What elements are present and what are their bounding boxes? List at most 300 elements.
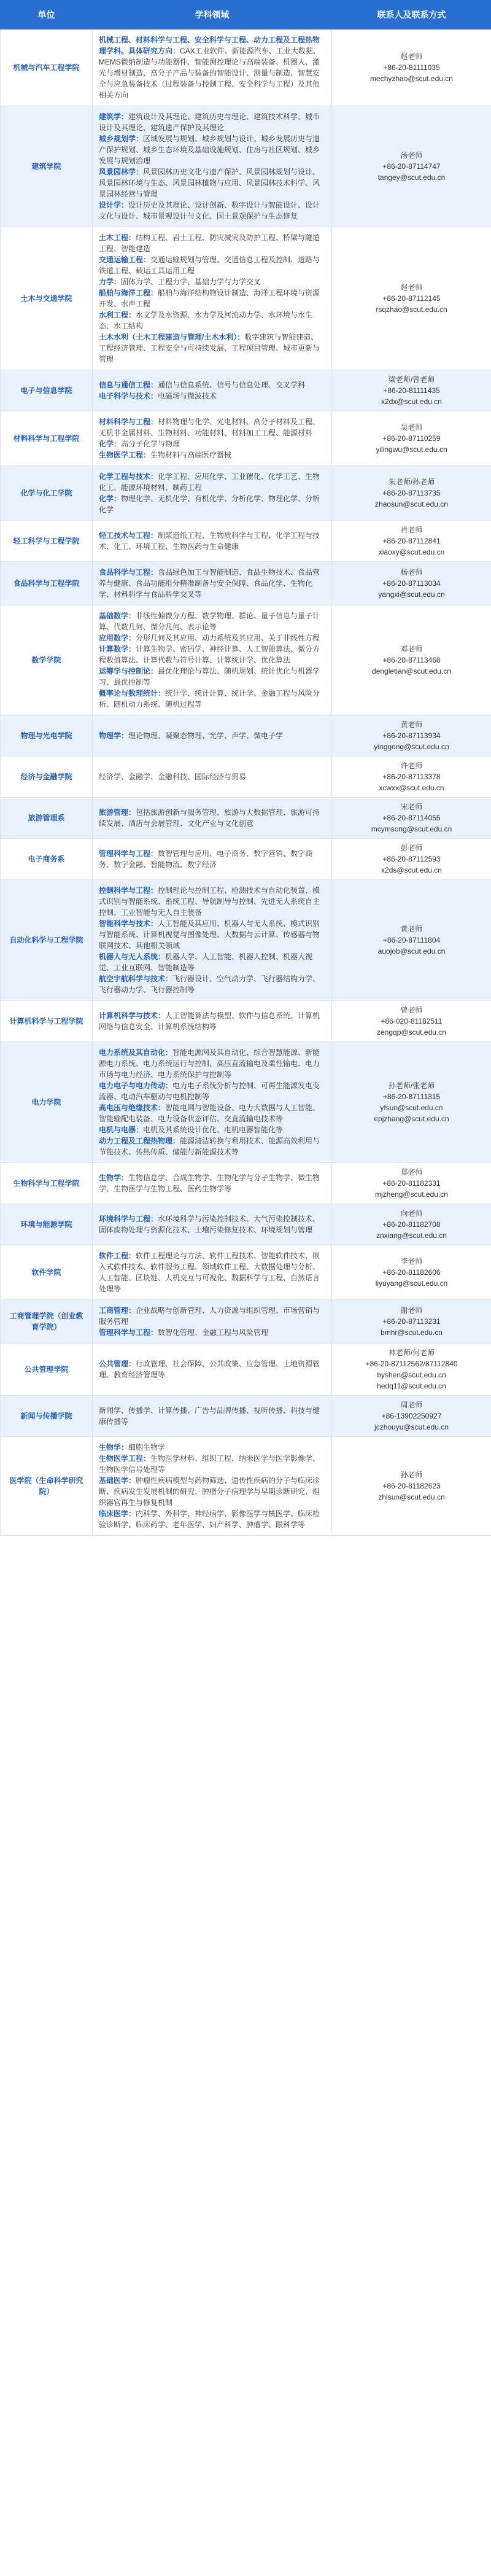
contact-email[interactable]: byshen@scut.edu.cn	[377, 1371, 446, 1379]
field-cell	[93, 1245, 332, 1300]
table-row	[1, 757, 491, 798]
unit-cell: 旅游管理系	[1, 798, 93, 839]
header-field: 学科领域	[93, 1, 332, 29]
contact-cell	[332, 1042, 491, 1163]
field-desc: 肿瘤性疾病模型与药物筛选、遗传性疾病的分子与临床诊断、疾病发生发展机制的研究、肿瘤分子病理学与早期诊断研究、组织器官再生与修复机制	[99, 1476, 320, 1507]
contact-email[interactable]: yfsun@scut.edu.cn	[380, 1103, 443, 1112]
unit-cell: 环境与能源学院	[1, 1204, 93, 1245]
contact-email[interactable]: mcymsong@scut.edu.cn	[371, 825, 452, 833]
contact-email[interactable]: zhlsun@scut.edu.cn	[378, 1493, 445, 1501]
field-entry: 高电压与绝缘技术：智能电网与智能设备、电力大数据与人工智能、智能输配电装备、电力设备状态评估、交直流输电技术等	[99, 1103, 320, 1123]
contact-phone: +86-20-81111035	[383, 63, 440, 72]
field-name: 计算数学	[99, 645, 129, 653]
field-desc: 统计学、统计计算、统计学、金融工程与风险分析、随机动力系统、随机过程等	[99, 689, 320, 709]
unit-cell: 机械与汽车工程学院	[1, 29, 93, 106]
field-entry: 环境科学与工程：水环境科学与污染控制技术、大气污染控制技术、固体废物处理与资源化技术、土壤污染修复技术、环境规划与管理	[99, 1215, 320, 1234]
unit-cell: 自动化科学与工程学院	[1, 880, 93, 1001]
contact-person: 吴老师	[400, 423, 423, 432]
contact-cell	[332, 1204, 491, 1245]
field-entry: 化学：高分子化学与物理	[99, 440, 180, 448]
field-desc: 食品绿色加工与智能制造、食品生物技术、食品营养与健康、食品功能组分精准制备与安全保障、食品化学、生物化学、材料科学与食品科学交叉等	[99, 568, 320, 599]
contact-cell	[332, 715, 491, 757]
field-desc: 交通运输规划与管理、交通信息工程及控制、道路与铁道工程、载运工具运用工程	[99, 255, 320, 275]
field-entry	[99, 1405, 325, 1427]
contact-person: 赵老师	[400, 283, 423, 292]
contact-email[interactable]: rsqzhao@scut.edu.cn	[376, 305, 447, 314]
field-name: 化学	[99, 440, 114, 448]
contact-phone: +86-20-87112841	[382, 537, 441, 545]
field-name: 生物医学工程	[99, 451, 144, 459]
contact-person: 朱老师/孙老师	[388, 478, 435, 486]
field-desc: 电力电子系统分析与控制、可再生能源发电变流器、电动汽车驱动与电机控制等	[99, 1081, 320, 1101]
contact-phone: +86-20-87113735	[382, 489, 441, 497]
field-entry: 生物医学工程：生物医学材料、组织工程、纳米医学与医学影像学、生物医学信号处理等	[99, 1454, 320, 1474]
field-name: 工商管理	[99, 1306, 129, 1315]
field-desc: 设计历史及其理论、设计创新、数字设计与智能设计、设计文化与设计、城市景观设计与文化、国土景观保护与生态修复	[99, 201, 320, 220]
contact-cell	[332, 757, 491, 798]
field-name: 机械工程、材料科学与工程、安全科学与工程、动力工程及工程热物理学科。具体研究方向	[99, 36, 320, 55]
contact-phone: +86-20-87112562/87112840	[365, 1360, 458, 1368]
contact-cell	[332, 227, 491, 370]
contact-cell	[332, 411, 491, 466]
field-name: 物理学	[99, 731, 122, 740]
field-name: 临床医学	[99, 1509, 129, 1518]
field-name: 计算机科学与技术	[99, 1011, 158, 1020]
field-desc: 行政管理、社会保障、公共政策、应急管理、土地资源管理、教育经济管理等	[99, 1360, 320, 1379]
field-name: 土木水利（土木工程建造与管理/土木水利）	[99, 333, 238, 341]
contact-phone: +86-20-87113231	[382, 1317, 441, 1326]
field-cell	[93, 1437, 332, 1536]
unit-cell: 公共管理学院	[1, 1344, 93, 1396]
contact-email[interactable]: zhaosun@scut.edu.cn	[375, 500, 448, 508]
table-row	[1, 1245, 491, 1300]
table-row	[1, 1300, 491, 1344]
field-cell	[93, 227, 332, 370]
unit-cell: 电子与信息学院	[1, 370, 93, 411]
field-desc: 经济学、金融学、金融科技、国际经济与贸易	[99, 772, 247, 781]
field-cell	[93, 1001, 332, 1042]
table-row	[1, 106, 491, 227]
field-name: 生物学	[99, 1443, 122, 1452]
contact-cell	[332, 521, 491, 562]
contact-phone: +86-20-87110259	[382, 434, 441, 443]
field-entry	[99, 771, 325, 782]
field-desc: 风景园林历史文化与遗产保护、风景园林规划与设计、风景园林环境与生态、风景园林植物与应用、风景园林技术科学、风景园林经营与管理	[99, 168, 320, 198]
field-desc: 计算生物学、密码学、神经计算、人工智能算法、微分方程数值算法、计算代数与符号计算、计算统计学、优化算法	[99, 645, 320, 664]
field-desc: 电磁场与微波技术	[158, 392, 217, 400]
field-desc: 智能电网与智能设备、电力大数据与人工智能、智能输配电装备、电力设备状态评估、交直流输电技术等	[99, 1103, 320, 1123]
contact-phone: +86-20-87113468	[382, 656, 441, 664]
field-desc: 数智化管理、金融工程与风险管理	[158, 1328, 269, 1337]
contact-cell	[332, 1245, 491, 1300]
field-desc: 新闻学、传播学、计算传播、广告与品牌传播、视听传播、科技与健康传播等	[99, 1406, 320, 1426]
field-entry: 动力工程及工程热物理：能源清洁转换与利用技术、能源高效利用与节能技术、传热传质、储能与新能源技术等	[99, 1137, 320, 1156]
unit-cell: 材料科学与工程学院	[1, 411, 93, 466]
field-desc: 物理化学、无机化学、有机化学、分析化学、物理化学、分析化学	[99, 494, 320, 514]
unit-cell: 轻工科学与工程学院	[1, 521, 93, 562]
field-entry: 土木工程：结构工程、岩土工程、防灾减灾及防护工程、桥梁与隧道工程、智能建造	[99, 233, 320, 253]
table-row	[1, 715, 491, 757]
field-entry: 生物医学工程：生物材料与高端医疗器械	[99, 451, 232, 459]
field-desc: 化学工程、应用化学、工业催化、化学工艺、生物化工、能源环境材料、制药工程	[99, 472, 320, 492]
field-name: 土木工程	[99, 233, 129, 242]
field-cell	[93, 106, 332, 227]
field-name: 旅游管理	[99, 808, 129, 817]
field-desc: 包括旅游创新与服务管理、旅游与大数据管理、旅游可持续发展、酒店与会展管理、文化产业与文化创意	[99, 808, 320, 828]
field-entry: 信息与通信工程：通信与信息系统、信号与信息处理、交叉学科	[99, 381, 306, 389]
field-cell	[93, 1344, 332, 1396]
table-row	[1, 411, 491, 466]
field-entry: 软件工程：软件工程理论与方法、软件工程技术、智能软件技术、嵌入式软件技术、软件服务工程、领域软件工程、大数据处理与分析、人工智能、区块链、人机交互与可视化、数据科学与工程、自然语言处理等	[99, 1251, 320, 1293]
field-entry: 电机与电器：电机及其系统设计优化、电机电器智能化等	[99, 1126, 284, 1134]
field-name: 智能科学与技术	[99, 919, 151, 928]
contact-cell	[332, 562, 491, 605]
contact-email[interactable]: epjzhang@scut.edu.cn	[374, 1115, 449, 1123]
unit-cell: 电力学院	[1, 1042, 93, 1163]
field-cell	[93, 1163, 332, 1204]
field-name: 材料科学与工程	[99, 418, 151, 426]
contact-email[interactable]: xiaoxy@scut.edu.cn	[378, 548, 445, 556]
contact-cell	[332, 29, 491, 106]
field-desc: 水文学及水资源、水力学及河流动力学、水环境与水生态、水工结构	[99, 311, 313, 330]
contact-cell	[332, 839, 491, 880]
field-desc: 固体力学、工程力学、基础力学与力学交叉	[121, 278, 261, 286]
unit-cell: 经济与金融学院	[1, 757, 93, 798]
field-name: 船舶与海洋工程	[99, 289, 151, 297]
unit-cell: 电子商务系	[1, 839, 93, 880]
unit-cell: 软件学院	[1, 1245, 93, 1300]
contact-phone: +86-13902250927	[381, 1412, 442, 1420]
field-desc: CAX工业软件、新能源汽车、工业大数据、MEMS微纳制造与功能器件、智能测控理论与高端装备、机器人、激光与增材制造、高分子产品与装备的智能设计、测量与制造、智慧安全与应急装备技术（过程装备与控制工程、安全科学与工程）及其他相关方向	[99, 47, 320, 99]
field-entry: 航空宇航科学与技术：飞行器设计、空气动力学、飞行器结构力学、飞行器动力学、飞行器控制等	[99, 975, 320, 994]
field-name: 化学工程与技术	[99, 472, 151, 481]
table-row	[1, 1001, 491, 1042]
field-name: 控制科学与工程	[99, 886, 151, 895]
field-name: 航空宇航科学与技术	[99, 975, 166, 983]
contact-cell	[332, 106, 491, 227]
contact-person: 向老师	[400, 1209, 423, 1218]
table-row	[1, 839, 491, 880]
field-desc: 生物信息学、合成生物学、生物化学与分子生物学、微生物学、生物医学与生物工程、医药生物学等	[99, 1173, 320, 1193]
table-body	[1, 29, 491, 1536]
field-cell	[93, 562, 332, 605]
field-desc: 智能电源网及其自动化、综合智慧能源、新能源电力系统、电力系统运行与控制、高压直流输电及柔性输电、电力市场与电力经济、电力系统保护与控制等	[99, 1048, 320, 1079]
contact-email[interactable]: xcwxx@scut.edu.cn	[379, 784, 444, 792]
field-cell	[93, 1396, 332, 1437]
field-desc: 人工智能算法与模型、软件与信息系统、计算机网络与信息安全、计算机系统结构等	[99, 1011, 320, 1031]
field-entry: 化学：物理化学、无机化学、有机化学、分析化学、物理化学、分析化学	[99, 494, 320, 514]
contact-email[interactable]: mjzheng@scut.edu.cn	[375, 1190, 448, 1199]
contact-email[interactable]: jczhouyu@scut.edu.cn	[374, 1423, 449, 1431]
header-contact: 联系人及联系方式	[332, 1, 491, 29]
unit-cell: 数学学院	[1, 605, 93, 715]
field-name: 环境科学与工程	[99, 1215, 151, 1223]
field-entry: 材料科学与工程：材料物理与化学、光电材料、高分子材料及工程、无机非金属材料、生物材料、功能材料、材料加工工程、能源材料	[99, 418, 320, 437]
field-desc: 企业战略与创新管理、人力资源与组织管理、市场营销与服务管理	[99, 1306, 320, 1326]
contact-email[interactable]: dengletian@scut.edu.cn	[372, 667, 451, 675]
field-entry: 机器人与无人系统：机器人学、人工智能、机器人控制、机器人视觉、工业互联网、智能制造等	[99, 952, 313, 972]
field-name: 电力系统及其自动化	[99, 1048, 166, 1057]
contact-email[interactable]: znxiang@scut.edu.cn	[376, 1231, 447, 1240]
field-desc: 生物医学材料、组织工程、纳米医学与医学影像学、生物医学信号处理等	[99, 1454, 320, 1474]
field-desc: 非线性偏微分方程、数学物理、群论、量子信息与量子计算、代数几何、微分几何、表示论等	[99, 612, 320, 631]
field-name: 管理科学与工程	[99, 1328, 151, 1337]
contact-cell	[332, 370, 491, 411]
contact-phone: +86-20-87114747	[382, 162, 441, 171]
field-cell	[93, 370, 332, 411]
field-name: 电力电子与电力传动	[99, 1081, 166, 1090]
field-desc: 数智管理与应用、电子商务、数字营销、数字商务、数字金融、智能物流、数字经济	[99, 849, 313, 869]
table-row	[1, 1204, 491, 1245]
field-name: 概率论与数理统计	[99, 689, 158, 698]
contact-phone: +86-20-87112593	[382, 855, 441, 863]
field-entry: 土木水利（土木工程建造与管理/土木水利）：数字建筑与智能建造、工程经济管理、工程安全与可持续发展、工程项目管理、城市更新与管理	[99, 333, 320, 364]
contact-email[interactable]: x2ds@scut.edu.cn	[381, 866, 442, 874]
contact-person: 黄老师	[400, 925, 423, 933]
table-row	[1, 1396, 491, 1437]
field-entry: 生物学：生物信息学、合成生物学、生物化学与分子生物学、微生物学、生物医学与生物工程、医药生物学等	[99, 1173, 320, 1193]
contact-email[interactable]: auojob@scut.edu.cn	[377, 947, 446, 955]
contact-email[interactable]: mechyzhao@scut.edu.cn	[370, 74, 453, 83]
field-desc: 能源清洁转换与利用技术、能源高效利用与节能技术、传热传质、储能与新能源技术等	[99, 1137, 320, 1156]
field-name: 风景园林学	[99, 168, 136, 176]
field-entry: 管理科学与工程：数智化管理、金融工程与风险管理	[99, 1328, 269, 1337]
contact-cell	[332, 1300, 491, 1344]
contact-cell	[332, 1001, 491, 1042]
contact-email[interactable]: zengqp@scut.edu.cn	[377, 1028, 446, 1037]
contact-cell	[332, 1437, 491, 1536]
contact-person: 曾老师	[400, 1006, 423, 1014]
field-desc: 水环境科学与污染控制技术、大气污染控制技术、固体废物处理与资源化技术、土壤污染修复技术、环境规划与管理	[99, 1215, 320, 1234]
field-desc: 控制理论与控制工程、检测技术与自动化装置、模式识别与智能系统、系统工程、导航制导与控制、先进无人系统自主控制、工业智能与无人自主装备	[99, 886, 320, 917]
field-entry: 控制科学与工程：控制理论与控制工程、检测技术与自动化装置、模式识别与智能系统、系统工程、导航制导与控制、先进无人系统自主控制、工业智能与无人自主装备	[99, 886, 320, 917]
field-desc: 飞行器设计、空气动力学、飞行器结构力学、飞行器动力学、飞行器控制等	[99, 975, 320, 994]
field-entry: 城乡规划学：区域发展与规划、城乡规划与设计、城乡发展历史与遗产保护规划、城乡生态环境及基础设施规划、住房与社区规划、城乡发展与规划治理	[99, 134, 320, 165]
contact-person: 黄老师	[400, 720, 423, 729]
table-row	[1, 1437, 491, 1536]
field-cell	[93, 757, 332, 798]
field-name: 信息与通信工程	[99, 381, 151, 389]
field-entry: 管理科学与工程：数智管理与应用、电子商务、数字营销、数字商务、数字金融、智能物流、数字经济	[99, 849, 313, 869]
contact-cell	[332, 880, 491, 1001]
field-cell	[93, 715, 332, 757]
contact-cell	[332, 1163, 491, 1204]
contact-phone: +86-20-87111804	[382, 936, 441, 944]
table-row	[1, 1163, 491, 1204]
field-name: 机器人与无人系统	[99, 952, 158, 961]
field-desc: 分形几何及其应用、动力系统及其应用、关于非线性方程	[136, 634, 320, 642]
unit-cell: 食品科学与工程学院	[1, 562, 93, 605]
contact-person: 杨老师	[400, 568, 423, 577]
contact-email[interactable]: yangxi@scut.edu.cn	[378, 590, 445, 599]
field-cell	[93, 521, 332, 562]
field-desc: 生物材料与高端医疗器械	[150, 451, 232, 459]
field-desc: 制浆造纸工程、生物质科学与工程、化学工程与技术、化工、环境工程、生物医药与生命健康	[99, 531, 320, 551]
contact-phone: +86-20-81182606	[382, 1268, 441, 1277]
field-cell	[93, 466, 332, 521]
contact-phone: +86-20-87112145	[382, 294, 441, 303]
field-entry: 生物学：细胞生物学	[99, 1443, 166, 1452]
field-cell	[93, 798, 332, 839]
contact-person: 神老师/何老师	[388, 1348, 435, 1357]
contact-phone: +86-20-87113034	[382, 579, 441, 588]
unit-cell: 建筑学院	[1, 106, 93, 227]
contact-cell	[332, 605, 491, 715]
field-cell	[93, 1042, 332, 1163]
contact-email[interactable]: hedq11@scut.edu.cn	[377, 1382, 446, 1390]
field-desc: 机器人学、人工智能、机器人控制、机器人视觉、工业互联网、智能制造等	[99, 952, 313, 972]
contact-person: 梁老师/曾老师	[388, 375, 435, 384]
table-row	[1, 370, 491, 411]
field-entry: 机械工程、材料科学与工程、安全科学与工程、动力工程及工程热物理学科。具体研究方向：CAX工业软件、新能源汽车、工业大数据、MEMS微纳制造与功能器件、智能测控理论与高端装备、机器人、激光与增材制造、高分子产品与装备的智能设计、测量与制造、智慧安全与应急装备技术（过程装备与控制工程、安全科学与工程）及其他相关方向	[99, 36, 320, 99]
field-entry: 船舶与海洋工程：船舶与海洋结构物设计制造、海洋工程环境与资源开发、水声工程	[99, 289, 320, 308]
field-entry: 智能科学与技术：人工智能及其应用、机器人与无人系统、模式识别与智能系统、计算机视觉与图像处理、大数据与云计算、传感器与物联网技术、其他相关领域	[99, 919, 320, 950]
field-entry: 运筹学与控制论：最优化理论与算法、随机规划、统计优化与机器学习、最优控制等	[99, 667, 320, 687]
unit-cell: 生物科学与工程学院	[1, 1163, 93, 1204]
contact-person: 许老师	[400, 761, 423, 770]
field-cell	[93, 880, 332, 1001]
field-desc: 船舶与海洋结构物设计制造、海洋工程环境与资源开发、水声工程	[99, 289, 320, 308]
field-desc: 内科学、外科学、神经病学、影像医学与核医学、临床检验诊断学、临床药学、老年医学、妇产科学、肿瘤学、眼科学等	[99, 1509, 320, 1529]
contact-person: 郑老师	[400, 1168, 423, 1177]
field-entry: 力学：固体力学、工程力学、基础力学与力学交叉	[99, 278, 261, 286]
contact-email[interactable]: x2dx@scut.edu.cn	[381, 397, 442, 406]
contact-phone: +86-20-87114055	[382, 814, 441, 822]
table-header-row	[1, 1, 491, 29]
field-name: 高电压与绝缘技术	[99, 1103, 158, 1112]
field-desc: 高分子化学与物理	[121, 440, 180, 448]
contact-phone: +86-20-81182708	[382, 1220, 441, 1229]
field-desc: 区域发展与规划、城乡规划与设计、城乡发展历史与遗产保护规划、城乡生态环境及基础设施规划、住房与社区规划、城乡发展与规划治理	[99, 134, 320, 165]
unit-cell: 化学与化工学院	[1, 466, 93, 521]
contact-person: 周老师	[400, 1401, 423, 1409]
field-name: 软件工程	[99, 1251, 129, 1260]
contact-cell	[332, 798, 491, 839]
field-name: 设计学	[99, 201, 122, 209]
field-desc: 建筑设计及其理论、建筑历史与理论、建筑技术科学、城市设计及其理论、建筑遗产保护及其理论	[99, 112, 320, 132]
field-cell	[93, 839, 332, 880]
field-cell	[93, 29, 332, 106]
contact-person: 谢老师	[400, 1306, 423, 1315]
field-entry: 轻工技术与工程：制浆造纸工程、生物质科学与工程、化学工程与技术、化工、环境工程、生物医药与生命健康	[99, 531, 320, 551]
contact-phone: +86-020-81182511	[381, 1017, 443, 1025]
contact-phone: +86-20-87111315	[382, 1092, 441, 1101]
field-entry: 公共管理：行政管理、社会保障、公共政策、应急管理、土地资源管理、教育经济管理等	[99, 1360, 320, 1379]
contact-person: 孙老师	[400, 1471, 423, 1479]
field-name: 城乡规划学	[99, 134, 136, 143]
unit-cell: 工商管理学院（创业教育学院）	[1, 1300, 93, 1344]
field-entry: 电力系统及其自动化：智能电源网及其自动化、综合智慧能源、新能源电力系统、电力系统运行与控制、高压直流输电及柔性输电、电力市场与电力经济、电力系统保护与控制等	[99, 1048, 320, 1079]
contact-email[interactable]: liyuyang@scut.edu.cn	[375, 1279, 448, 1288]
field-entry: 食品科学与工程：食品绿色加工与智能制造、食品生物技术、食品营养与健康、食品功能组分精准制备与安全保障、食品化学、生物化学、材料科学与食品科学交叉等	[99, 568, 320, 599]
field-name: 建筑学	[99, 112, 122, 121]
field-cell	[93, 411, 332, 466]
field-desc: 材料物理与化学、光电材料、高分子材料及工程、无机非金属材料、生物材料、功能材料、材料加工工程、能源材料	[99, 418, 320, 437]
field-entry: 旅游管理：包括旅游创新与服务管理、旅游与大数据管理、旅游可持续发展、酒店与会展管理、文化产业与文化创意	[99, 808, 320, 828]
contact-phone: +86-20-81111435	[383, 386, 440, 395]
unit-cell: 计算机科学与工程学院	[1, 1001, 93, 1042]
table-row	[1, 466, 491, 521]
table-row	[1, 798, 491, 839]
contact-email[interactable]: yinggong@scut.edu.cn	[374, 742, 449, 751]
field-name: 运筹学与控制论	[99, 667, 151, 675]
field-entry: 基础数学：非线性偏微分方程、数学物理、群论、量子信息与量子计算、代数几何、微分几何、表示论等	[99, 612, 320, 631]
unit-cell: 医学院（生命科学研究院）	[1, 1437, 93, 1536]
field-desc: 结构工程、岩土工程、防灾减灾及防护工程、桥梁与隧道工程、智能建造	[99, 233, 320, 253]
unit-cell: 物理与光电学院	[1, 715, 93, 757]
contact-phone: +86-20-87113378	[382, 772, 441, 781]
contact-email[interactable]: yilingwu@scut.edu.cn	[376, 445, 447, 454]
field-name: 公共管理	[99, 1360, 129, 1368]
field-desc: 细胞生物学	[128, 1443, 166, 1452]
field-entry: 电力电子与电力传动：电力电子系统分析与控制、可再生能源发电变流器、电动汽车驱动与电机控制等	[99, 1081, 320, 1101]
contact-person: 肖老师	[400, 526, 423, 534]
contact-email[interactable]: bmhr@scut.edu.cn	[381, 1328, 443, 1337]
field-name: 基础医学	[99, 1476, 129, 1485]
field-entry: 应用数学：分形几何及其应用、动力系统及其应用、关于非线性方程	[99, 634, 320, 642]
contact-person: 孙老师/张老师	[388, 1081, 435, 1090]
field-name: 水利工程	[99, 311, 129, 319]
contact-email[interactable]: tangey@scut.edu.cn	[377, 173, 446, 182]
field-name: 轻工技术与工程	[99, 531, 151, 540]
field-cell	[93, 605, 332, 715]
field-entry: 概率论与数理统计：统计学、统计计算、统计学、金融工程与风险分析、随机动力系统、随机过程等	[99, 689, 320, 709]
field-desc: 数字建筑与智能建造、工程经济管理、工程安全与可持续发展、工程项目管理、城市更新与管理	[99, 333, 320, 364]
table-row	[1, 880, 491, 1001]
field-entry: 化学工程与技术：化学工程、应用化学、工业催化、化学工艺、生物化工、能源环境材料、制药工程	[99, 472, 320, 492]
field-entry: 水利工程：水文学及水资源、水力学及河流动力学、水环境与水生态、水工结构	[99, 311, 313, 330]
field-name: 生物学	[99, 1173, 122, 1182]
field-name: 基础数学	[99, 612, 129, 620]
field-name: 管理科学与工程	[99, 849, 151, 858]
field-entry: 交通运输工程：交通运输规划与管理、交通信息工程及控制、道路与铁道工程、载运工具运用工程	[99, 255, 320, 275]
field-desc: 理论物理、凝聚态物理、光学、声学、微电子学	[128, 731, 284, 740]
contact-person: 邓老师	[400, 645, 423, 653]
contact-cell	[332, 466, 491, 521]
contact-cell	[332, 1396, 491, 1437]
table-row	[1, 227, 491, 370]
field-cell	[93, 1204, 332, 1245]
contact-cell	[332, 1344, 491, 1396]
unit-cell: 土木与交通学院	[1, 227, 93, 370]
field-entry: 基础医学：肿瘤性疾病模型与药物筛选、遗传性疾病的分子与临床诊断、疾病发生发展机制的研究、肿瘤分子病理学与早期诊断研究、组织器官再生与修复机制	[99, 1476, 320, 1507]
field-cell	[93, 1300, 332, 1344]
contact-person: 彭老师	[400, 844, 423, 852]
field-name: 交通运输工程	[99, 255, 144, 264]
field-entry: 计算数学：计算生物学、密码学、神经计算、人工智能算法、微分方程数值算法、计算代数与符号计算、计算统计学、优化算法	[99, 645, 320, 664]
field-desc: 最优化理论与算法、随机规划、统计优化与机器学习、最优控制等	[99, 667, 320, 687]
header-unit: 单位	[1, 1, 93, 29]
field-desc: 软件工程理论与方法、软件工程技术、智能软件技术、嵌入式软件技术、软件服务工程、领域软件工程、大数据处理与分析、人工智能、区块链、人机交互与可视化、数据科学与工程、自然语言处理等	[99, 1251, 320, 1293]
contact-phone: +86-20-87113934	[382, 731, 441, 740]
field-name: 电机与电器	[99, 1126, 136, 1134]
table-row	[1, 1042, 491, 1163]
contact-phone: +86-20-81182623	[382, 1482, 441, 1490]
field-entry: 工商管理：企业战略与创新管理、人力资源与组织管理、市场营销与服务管理	[99, 1306, 320, 1326]
table-row	[1, 29, 491, 106]
field-name: 化学	[99, 494, 114, 503]
field-entry: 风景园林学：风景园林历史文化与遗产保护、风景园林规划与设计、风景园林环境与生态、风景园林植物与应用、风景园林技术科学、风景园林经营与管理	[99, 168, 320, 198]
field-desc: 电机及其系统设计优化、电机电器智能化等	[143, 1126, 284, 1134]
field-desc: 通信与信息系统、信号与信息处理、交叉学科	[158, 381, 306, 389]
table-row	[1, 1344, 491, 1396]
contact-person: 李老师	[400, 1257, 423, 1266]
unit-cell: 新闻与传播学院	[1, 1396, 93, 1437]
field-name: 食品科学与工程	[99, 568, 151, 577]
field-name: 力学	[99, 278, 114, 286]
table-row	[1, 562, 491, 605]
contact-person: 汤老师	[400, 151, 423, 160]
